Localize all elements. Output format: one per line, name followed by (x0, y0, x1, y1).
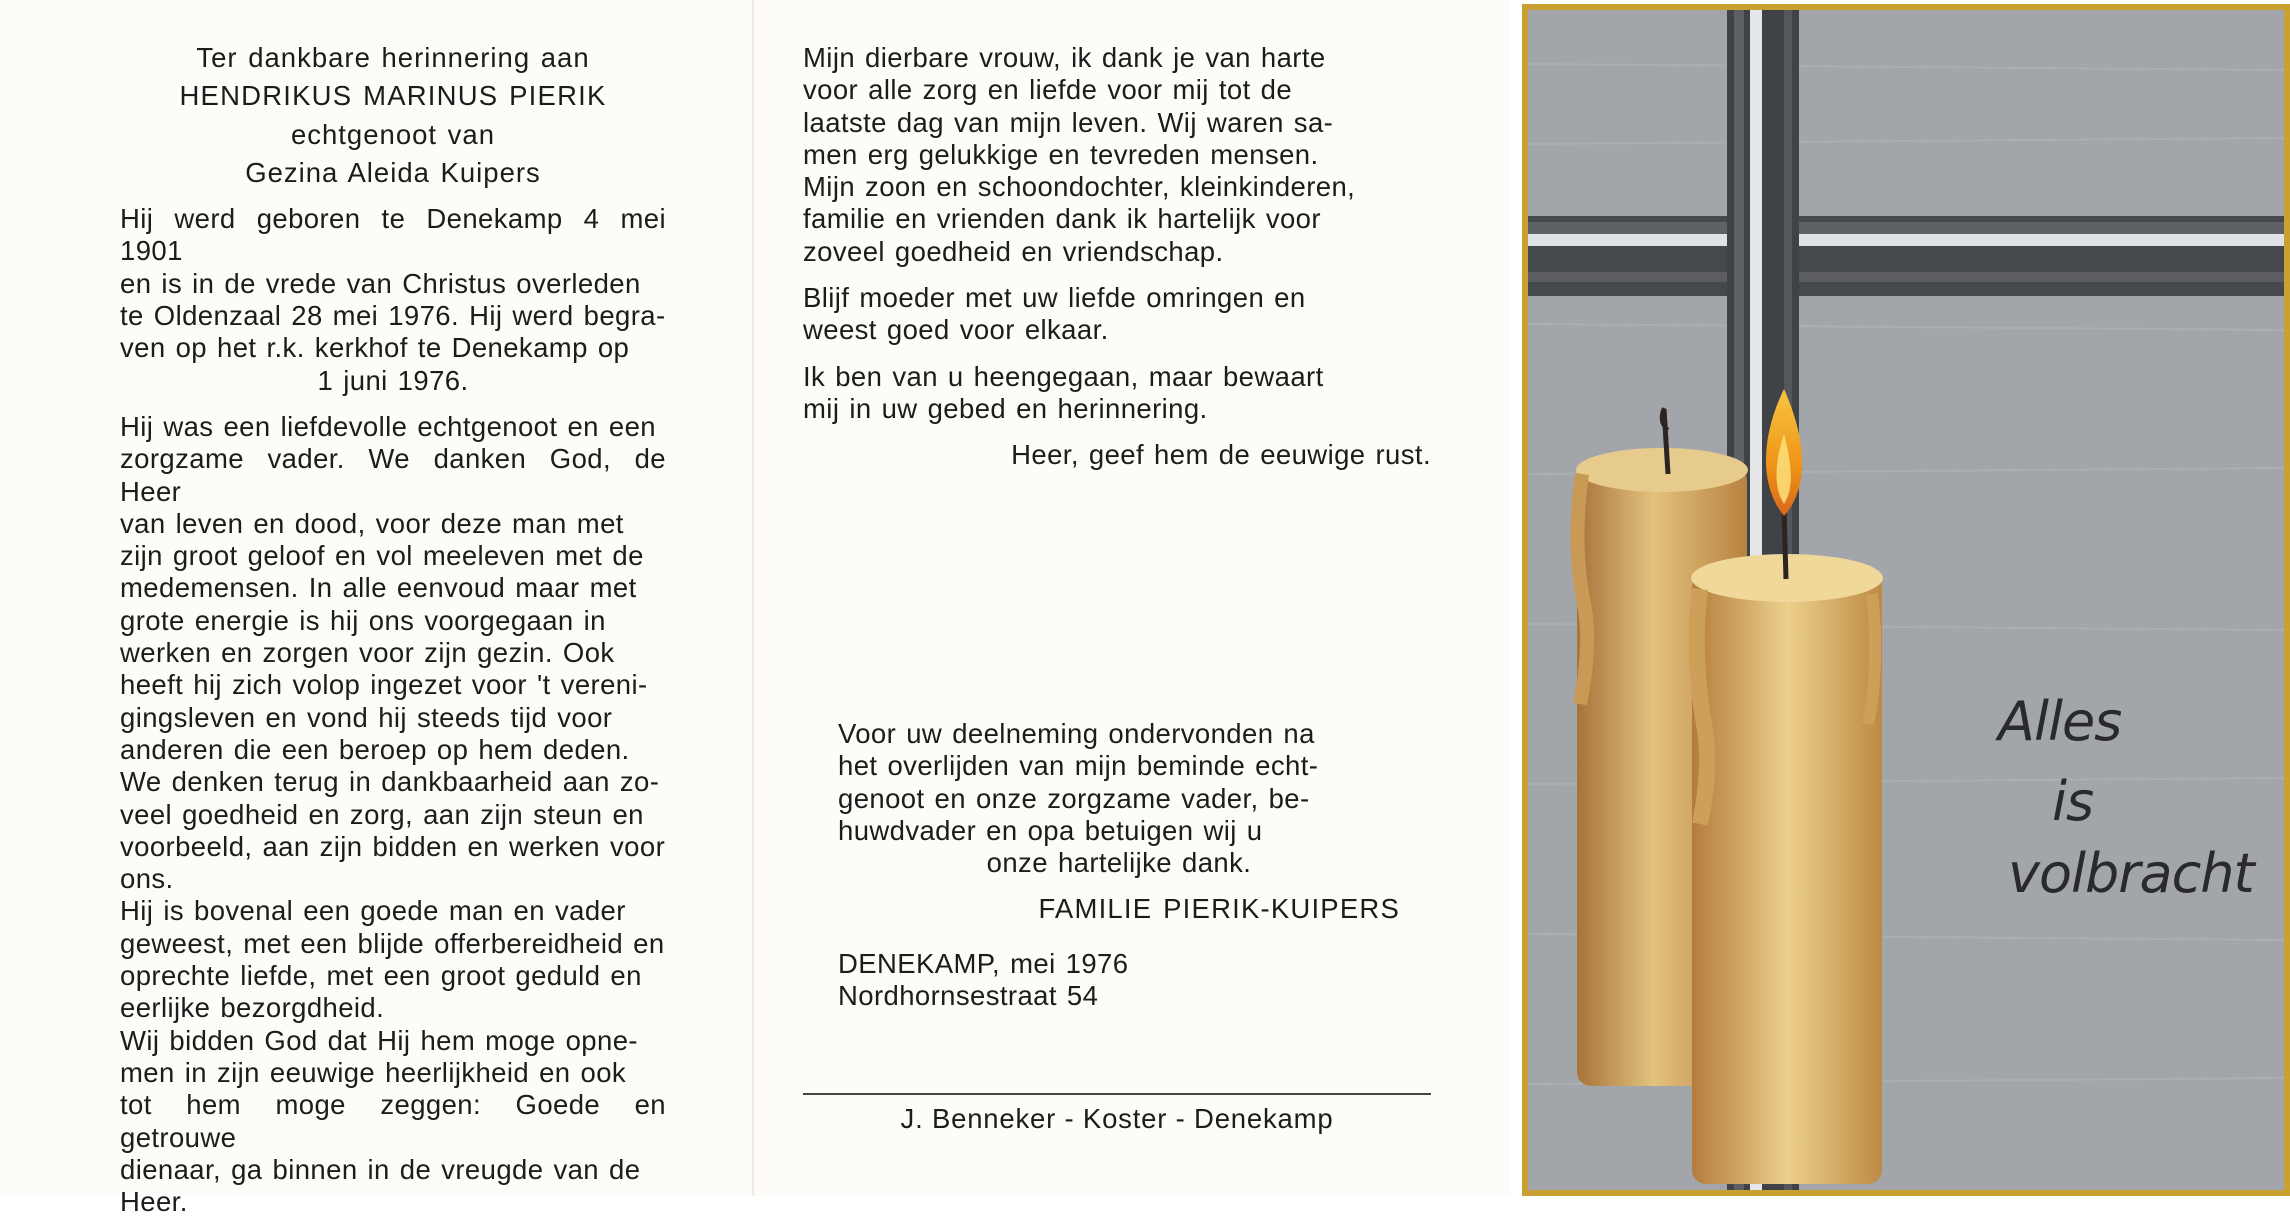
tribute-paragraph (120, 411, 666, 895)
tribute-line: tot hem moge zeggen: Goede en getrouwe (120, 1089, 666, 1153)
tribute-line: werken en zorgen voor zijn gezin. Ook (120, 637, 615, 669)
bio-line: en is in de vrede van Christus overleden (120, 267, 641, 299)
left-page (120, 42, 666, 1218)
printer-rule (803, 1093, 1431, 1095)
farewell-line: Mijn zoon en schoondochter, kleinkinderen, (803, 171, 1356, 203)
farewell-paragraph (803, 42, 1431, 268)
dedication-line: Ter dankbare herinnering aan (196, 42, 590, 73)
biography (120, 203, 666, 397)
thanks-line: onze hartelijke dank. (986, 847, 1252, 879)
candles-cross-illustration (1522, 4, 2290, 1196)
tribute-line: We denken terug in dankbaarheid aan zo- (120, 766, 660, 798)
gone-line: mij in uw gebed en herinnering. (803, 392, 1208, 424)
bio-line: 1 juni 1976. (317, 364, 469, 396)
tribute-line: heeft hij zich volop ingezet voor 't vereni- (120, 669, 648, 701)
farewell-line: laatste dag van mijn leven. Wij waren sa- (803, 106, 1334, 138)
farewell-line: voor alle zorg en liefde voor mij tot de (803, 74, 1293, 106)
thanks-line: Voor uw deelneming ondervonden na (838, 718, 1315, 749)
closing-prayer: Heer, geef hem de eeuwige rust. (1011, 439, 1431, 471)
cover-panel (1522, 4, 2290, 1196)
cover-text-line: volbracht (2008, 842, 2254, 905)
tribute-line: grote energie is hij ons voorgegaan in (120, 604, 606, 636)
tribute-line: medemensen. In alle eenvoud maar met (120, 572, 637, 604)
thanks-line: genoot en onze zorgzame vader, be- (838, 782, 1310, 814)
tribute-line: Wij bidden God dat Hij hem moge opne- (120, 1024, 638, 1056)
bio-line: ven op het r.k. kerkhof te Denekamp op (120, 332, 630, 364)
thanks-block (838, 718, 1400, 1012)
tribute-line: ons. (120, 863, 174, 895)
cover-text-line: is (2052, 770, 2094, 833)
farewell-line: men erg gelukkige en tevreden mensen. (803, 138, 1319, 170)
tribute-paragraph (120, 1025, 666, 1218)
tribute-line: geweest, met een blijde offerbereidheid en (120, 927, 665, 959)
tribute-line: Hij was een liefdevolle echtgenoot en een (120, 410, 656, 442)
tribute-line: gingsleven en vond hij steeds tijd voor (120, 701, 613, 733)
tribute-line: oprechte liefde, met een groot geduld en (120, 960, 642, 992)
tribute-line: zijn groot geloof en vol meeleven met de (120, 540, 644, 572)
bio-line: Hij werd geboren te Denekamp 4 mei 1901 (120, 203, 666, 267)
farewell-line: familie en vrienden dank ik hartelijk voor (803, 203, 1321, 235)
place-date: DENEKAMP, mei 1976 (838, 947, 1129, 979)
deceased-name: HENDRIKUS MARINUS PIERIK (179, 80, 607, 112)
thanks-line: het overlijden van mijn beminde echt- (838, 750, 1319, 782)
mother-paragraph (803, 282, 1431, 347)
fold-line (752, 0, 754, 1196)
printer-credit: J. Benneker - Koster - Denekamp (900, 1103, 1334, 1134)
tribute-line: men in zijn eeuwige heerlijkheid en ook (120, 1056, 627, 1088)
gone-paragraph (803, 361, 1431, 426)
mother-line: weest goed voor elkaar. (803, 314, 1109, 346)
tribute-line: dienaar, ga binnen in de vreugde van de (120, 1153, 641, 1185)
spouse-name: Gezina Aleida Kuipers (245, 156, 541, 188)
right-page-top (803, 42, 1431, 472)
cross-light-stripe-h (1528, 234, 2284, 246)
tribute-line: Heer. (120, 1186, 188, 1218)
farewell-line: Mijn dierbare vrouw, ik dank je van harte (803, 42, 1326, 73)
gone-line: Ik ben van u heengegaan, maar bewaart (803, 360, 1324, 392)
tribute-line: voorbeeld, aan zijn bidden en werken voor (120, 830, 666, 862)
spouse-relation: echtgenoot van (290, 118, 496, 150)
tribute-line: anderen die een beroep op hem deden. (120, 733, 630, 765)
thanks-line: huwdvader en opa betuigen wij u (838, 814, 1263, 846)
tribute-line: veel goedheid en zorg, aan zijn steun en (120, 798, 644, 830)
tribute-line: van leven en dood, voor deze man met (120, 507, 624, 539)
mother-line: Blijf moeder met uw liefde omringen en (803, 282, 1306, 314)
tribute-line: Hij is bovenal een goede man en vader (120, 895, 626, 927)
bio-line: te Oldenzaal 28 mei 1976. Hij werd begra- (120, 300, 666, 332)
tribute-line: eerlijke bezorgdheid. (120, 992, 385, 1024)
address: Nordhornsestraat 54 (838, 980, 1099, 1012)
tribute-paragraph (120, 895, 666, 1024)
farewell-line: zoveel goedheid en vriendschap. (803, 235, 1224, 267)
cover-text-line: Alles (1998, 690, 2122, 753)
tribute-line: zorgzame vader. We danken God, de Heer (120, 443, 666, 507)
family-signature: FAMILIE PIERIK-KUIPERS (1038, 893, 1400, 925)
